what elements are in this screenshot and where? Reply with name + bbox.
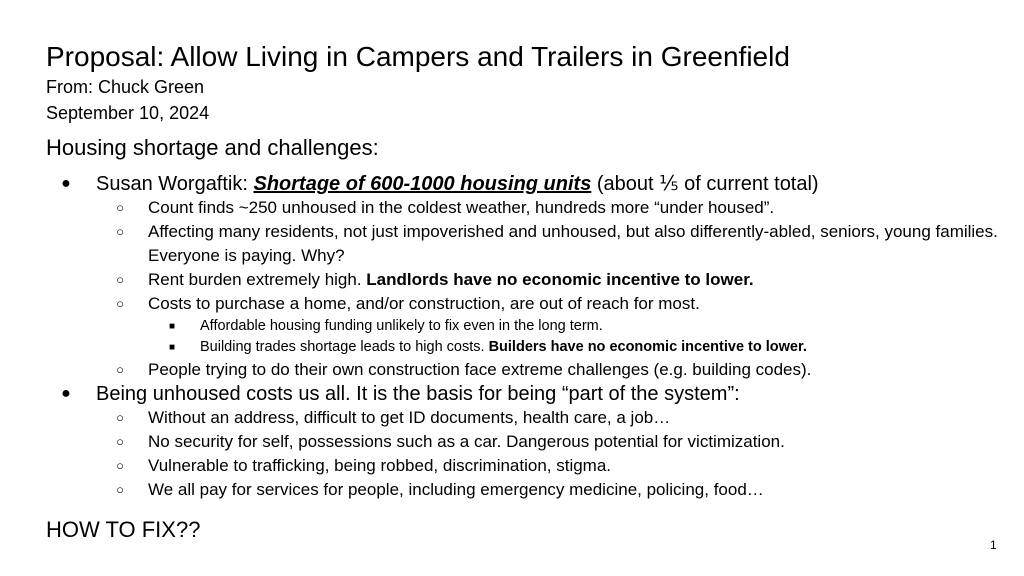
sub-bullet-item [96, 358, 1006, 382]
hollow-circle-bullet-icon: ○ [116, 272, 124, 287]
hollow-circle-bullet-icon: ○ [116, 458, 124, 473]
sub-bullet-bold-text: Landlords have no economic incentive to lower. [366, 270, 754, 289]
bullet-text-suffix: (about ⅕ of current total) [591, 173, 819, 195]
sub-sub-bullet-text: Affordable housing funding unlikely to fix even in the long term. [200, 318, 603, 334]
author-line: From: Chuck Green [46, 77, 205, 97]
hollow-circle-bullet-icon: ○ [116, 224, 124, 239]
sub-bullet-text: Count finds ~250 unhoused in the coldest weather, hundreds more “under housed”. [148, 198, 775, 217]
sub-bullet-list [96, 196, 1006, 382]
hollow-circle-bullet-icon: ○ [116, 410, 124, 425]
sub-bullet-text: We all pay for services for people, including emergency medicine, policing, food… [148, 480, 764, 499]
bullet-emphasis: Shortage of 600-1000 housing units [253, 173, 592, 195]
bullet-item-2 [46, 382, 1006, 502]
sub-bullet-item [96, 220, 1006, 268]
sub-sub-bullet-item [148, 337, 1006, 358]
sub-bullet-text: Vulnerable to trafficking, being robbed, discrimination, stigma. [148, 456, 612, 475]
sub-bullet-text: People trying to do their own construction face extreme challenges (e.g. building codes). [148, 360, 812, 379]
hollow-circle-bullet-icon: ○ [116, 482, 124, 497]
sub-sub-bullet-item [148, 316, 1006, 337]
bullet-text-prefix: Susan Worgaftik: [96, 173, 254, 195]
square-bullet-icon: ■ [168, 342, 176, 353]
closing-heading: HOW TO FIX?? [46, 517, 201, 542]
hollow-circle-bullet-icon: ○ [116, 362, 124, 377]
filled-circle-bullet-icon: ● [61, 175, 71, 192]
sub-bullet-item [96, 478, 1006, 502]
sub-bullet-item [96, 196, 1006, 220]
sub-sub-bullet-list [148, 316, 1006, 358]
section-heading: Housing shortage and challenges: [46, 135, 379, 160]
hollow-circle-bullet-icon: ○ [116, 296, 124, 311]
bullet-text: Being unhoused costs us all. It is the basis for being “part of the system”: [96, 383, 740, 405]
hollow-circle-bullet-icon: ○ [116, 200, 124, 215]
sub-bullet-list [96, 406, 1006, 502]
hollow-circle-bullet-icon: ○ [116, 434, 124, 449]
page-number: 1 [990, 538, 997, 552]
sub-bullet-text: Rent burden extremely high. [148, 270, 367, 289]
sub-sub-bullet-text: Building trades shortage leads to high costs. [200, 339, 489, 355]
bullet-item-1 [46, 172, 1006, 382]
sub-bullet-text: Without an address, difficult to get ID documents, health care, a job… [148, 408, 671, 427]
square-bullet-icon: ■ [168, 321, 176, 332]
bullet-list [46, 172, 1006, 502]
sub-bullet-item [96, 268, 1006, 292]
sub-bullet-item [96, 406, 1006, 430]
sub-bullet-item [96, 292, 1006, 358]
sub-bullet-item [96, 454, 1006, 478]
sub-bullet-text: No security for self, possessions such as a car. Dangerous potential for victimization. [148, 432, 785, 451]
sub-bullet-item [96, 430, 1006, 454]
sub-bullet-text: Affecting many residents, not just impoverished and unhoused, but also differently-abled, seniors, young families. Everyone is paying. Why? [148, 222, 998, 265]
sub-bullet-text: Costs to purchase a home, and/or construction, are out of reach for most. [148, 294, 700, 313]
sub-sub-bullet-bold-text: Builders have no economic incentive to lower. [488, 339, 807, 355]
date-line: September 10, 2024 [46, 103, 210, 123]
filled-circle-bullet-icon: ● [61, 385, 71, 402]
slide-title: Proposal: Allow Living in Campers and Trailers in Greenfield [46, 41, 790, 72]
